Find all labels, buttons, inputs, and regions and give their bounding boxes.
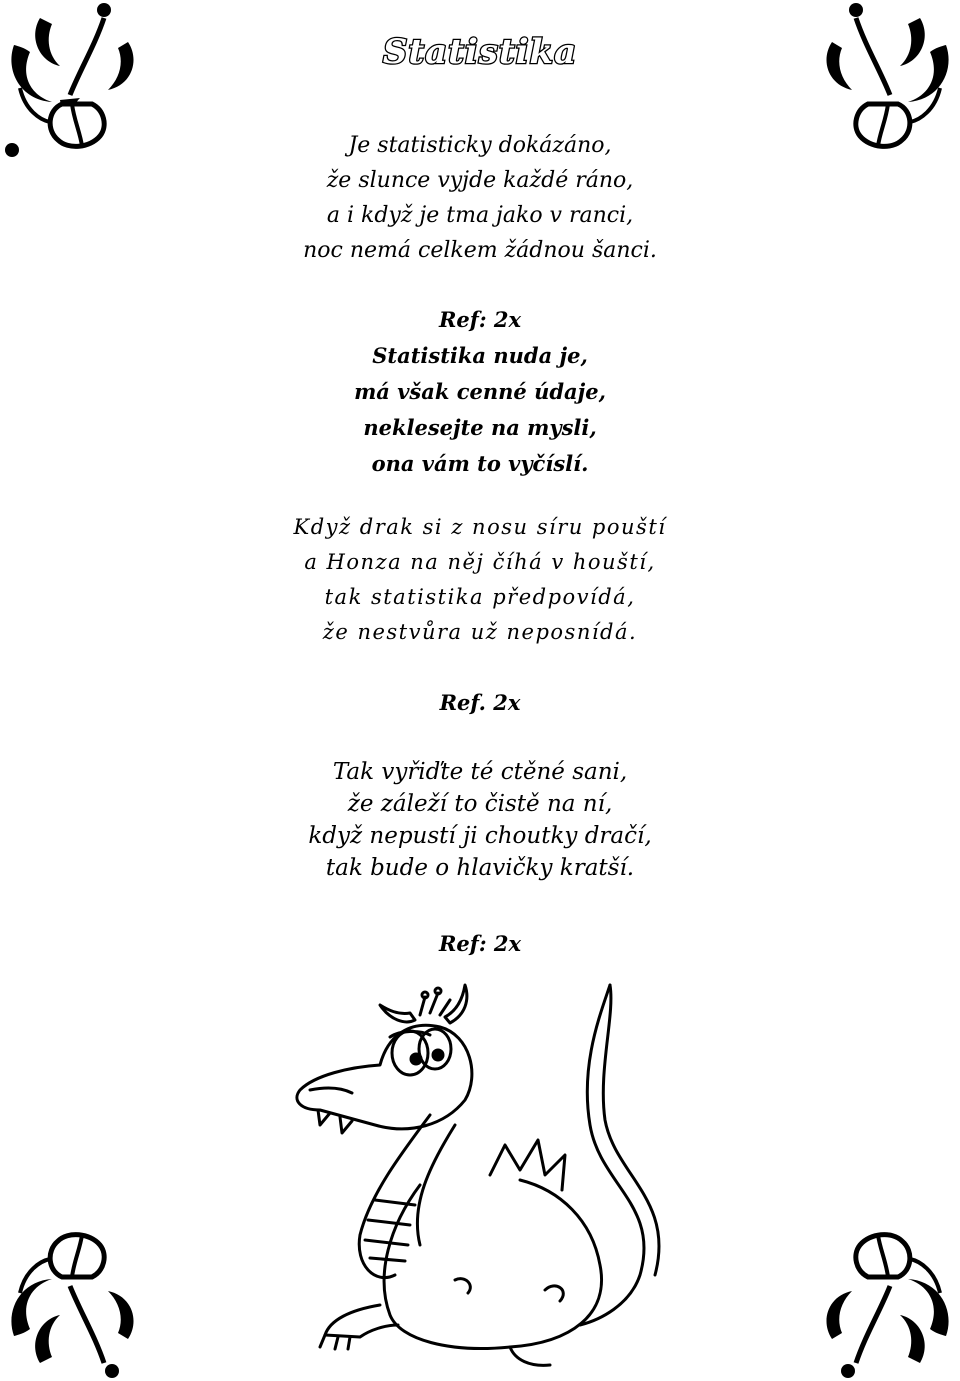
refrain-line: má však cenné údaje, [354, 379, 606, 404]
verse-line: že slunce vyjde každé ráno, [326, 168, 634, 193]
stanza-2 [0, 510, 960, 650]
verse-line: když nepustí ji choutky dračí, [308, 823, 652, 849]
stanza-1 [0, 128, 960, 268]
corner-ornament-bottom-right [810, 1216, 960, 1381]
tulip-ornament-icon [810, 1216, 960, 1381]
dragon-illustration [280, 975, 700, 1375]
refrain-line: Statistika nuda je, [372, 343, 588, 368]
refrain-label-2: Ref. 2x [439, 690, 521, 715]
verse-line: Je statisticky dokázáno, [348, 133, 612, 158]
verse-line: tak statistika předpovídá, [324, 585, 636, 609]
refrain-line: ona vám to vyčíslí. [371, 451, 589, 476]
refrain-label: Ref: 2x [438, 307, 522, 332]
page-title: Statistika [382, 32, 578, 72]
verse-line: Tak vyřiďte té ctěné sani, [332, 759, 628, 785]
stanza-3 [0, 756, 960, 884]
dragon-icon [280, 975, 700, 1375]
refrain-line: neklesejte na mysli, [363, 415, 597, 440]
verse-line: že záleží to čistě na ní, [347, 791, 613, 817]
tulip-ornament-icon [0, 1216, 150, 1381]
refrain [0, 302, 960, 482]
refrain-label-3: Ref: 2x [438, 931, 522, 956]
corner-ornament-bottom-left [0, 1216, 150, 1381]
verse-line: a i když je tma jako v ranci, [326, 203, 634, 228]
verse-line: Když drak si z nosu síru pouští [293, 515, 667, 539]
verse-line: tak bude o hlavičky kratší. [325, 855, 635, 881]
verse-line: a Honza na něj číhá v houští, [304, 550, 656, 574]
verse-line: noc nemá celkem žádnou šanci. [303, 238, 657, 263]
verse-line: že nestvůra už neposnídá. [322, 620, 638, 644]
